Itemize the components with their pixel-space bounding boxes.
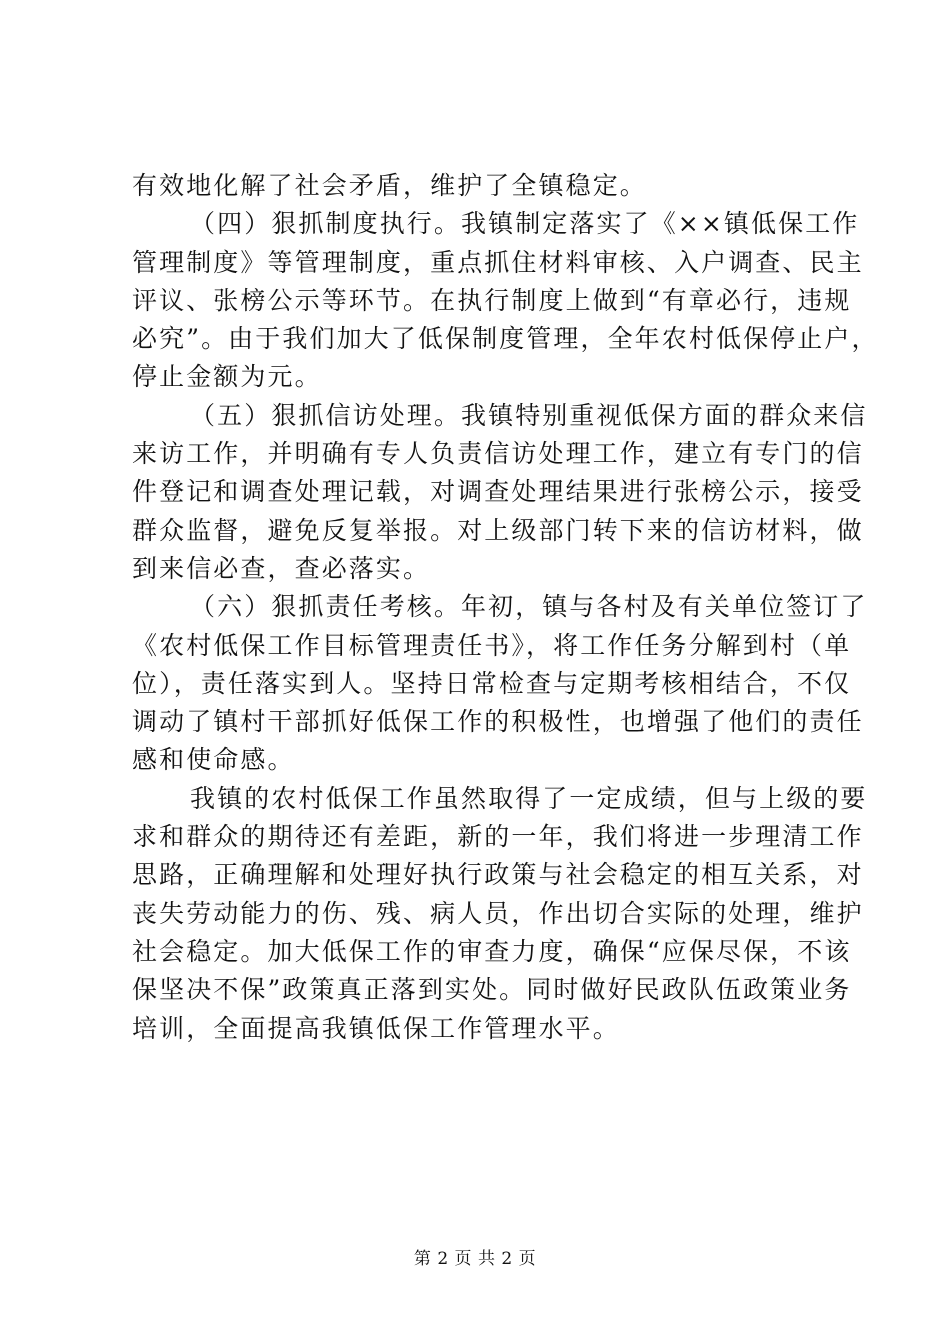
text-line: 有效地化解了社会矛盾，维护了全镇稳定。 bbox=[132, 171, 647, 200]
paragraph-heading-6: （六）狠抓责任考核。年初，镇与各村及有关单位签订了 bbox=[190, 592, 868, 622]
text-line: 保坚决不保”政策真正落到实处。同时做好民政队伍政策业务 bbox=[132, 975, 852, 1005]
text-line: 件登记和调查处理记载，对调查处理结果进行张榜公示，接受 bbox=[132, 477, 864, 507]
text-line: 求和群众的期待还有差距，新的一年，我们将进一步理清工作 bbox=[132, 822, 864, 852]
text-line: 管理制度》等管理制度，重点抓住材料审核、入户调查、民主 bbox=[132, 247, 864, 277]
text-line: 群众监督，避免反复举报。对上级部门转下来的信访材料，做 bbox=[132, 515, 864, 545]
text-line: 培训，全面提高我镇低保工作管理水平。 bbox=[132, 1013, 620, 1043]
text-line: 《农村低保工作目标管理责任书》，将工作任务分解到村（单 bbox=[132, 630, 852, 660]
text-line: 位），责任落实到人。坚持日常检查与定期考核相结合，不仅 bbox=[132, 668, 852, 698]
text-line: 到来信必查，查必落实。 bbox=[132, 553, 431, 583]
page-number-footer: 第 2 页 共 2 页 bbox=[413, 1249, 537, 1269]
text-line: 必究”。由于我们加大了低保制度管理，全年农村低保停止户， bbox=[132, 324, 879, 354]
text-line: 调动了镇村干部抓好低保工作的积极性，也增强了他们的责任 bbox=[132, 707, 864, 737]
text-line: 停止金额为元。 bbox=[132, 362, 322, 392]
paragraph-heading-4: （四）狠抓制度执行。我镇制定落实了《××镇低保工作 bbox=[190, 209, 860, 239]
text-line: 评议、张榜公示等环节。在执行制度上做到“有章必行，违规 bbox=[132, 285, 852, 315]
text-line: 思路，正确理解和处理好执行政策与社会稳定的相互关系，对 bbox=[132, 860, 864, 890]
text-line: 丧失劳动能力的伤、残、病人员，作出切合实际的处理，维护 bbox=[132, 898, 864, 928]
text-line: 感和使命感。 bbox=[132, 745, 295, 775]
document-body bbox=[132, 167, 879, 1048]
text-line: 社会稳定。加大低保工作的审查力度，确保“应保尽保，不该 bbox=[132, 936, 852, 966]
text-line: 来访工作，并明确有专人负责信访处理工作，建立有专门的信 bbox=[132, 439, 864, 469]
paragraph-conclusion: 我镇的农村低保工作虽然取得了一定成绩，但与上级的要 bbox=[190, 783, 868, 813]
paragraph-heading-5: （五）狠抓信访处理。我镇特别重视低保方面的群众来信 bbox=[190, 400, 868, 430]
